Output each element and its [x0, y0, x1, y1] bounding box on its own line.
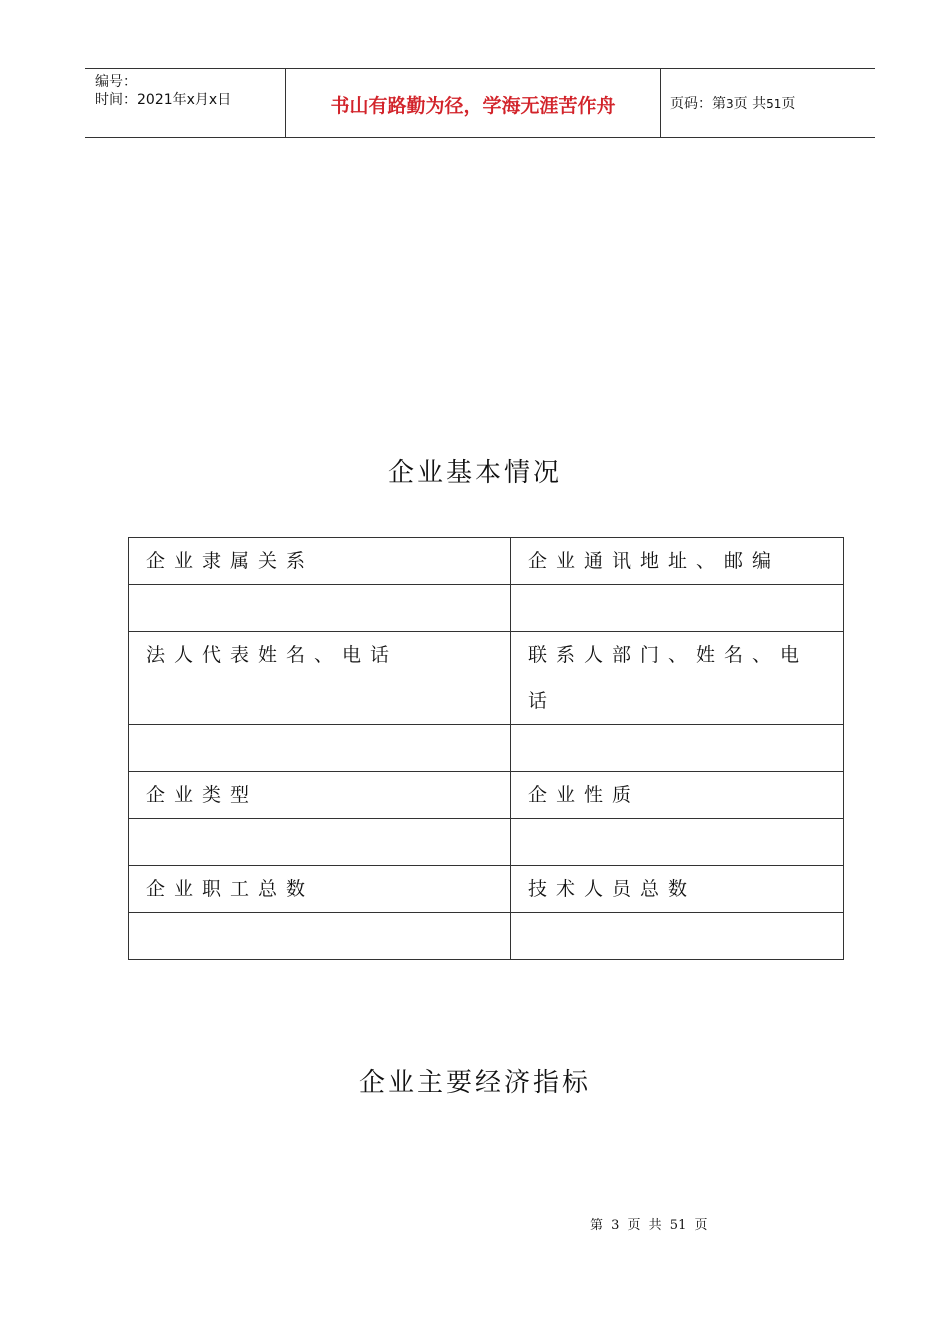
table-row — [129, 772, 844, 819]
table-cell: 企业类型 — [129, 772, 511, 819]
table-cell: 企业隶属关系 — [129, 538, 511, 585]
table-cell: 法人代表姓名、电话 — [129, 632, 511, 725]
header-page-cell — [660, 69, 875, 137]
table-cell[interactable] — [511, 725, 844, 772]
table-row — [129, 866, 844, 913]
time-label: 时间：2021年x月x日 — [95, 92, 232, 108]
table-cell[interactable] — [129, 725, 511, 772]
table-cell: 企业通讯地址、邮编 — [511, 538, 844, 585]
table-cell: 企业职工总数 — [129, 866, 511, 913]
table-cell[interactable] — [511, 819, 844, 866]
basic-info-table — [128, 537, 844, 960]
table-row — [129, 725, 844, 772]
table-cell[interactable] — [511, 585, 844, 632]
motto-text: 书山有路勤为径，学海无涯苦作舟 — [330, 95, 616, 117]
page-footer: 第 3 页 共 51 页 — [590, 1218, 708, 1233]
section-title-economic-indicators: 企业主要经济指标 — [358, 1068, 591, 1098]
page-total: 51 — [766, 97, 782, 111]
page-middle: 页 共 — [733, 96, 767, 112]
table-cell: 技术人员总数 — [511, 866, 844, 913]
section-title-basic-info: 企业基本情况 — [387, 458, 562, 488]
table-row — [129, 538, 844, 585]
table-cell[interactable] — [129, 913, 511, 960]
page-code — [670, 93, 795, 113]
table-cell[interactable] — [129, 819, 511, 866]
page-prefix: 页码：第 — [670, 96, 726, 112]
page-current: 3 — [726, 97, 734, 111]
table-cell[interactable] — [129, 585, 511, 632]
serial-number-label: 编号： — [95, 74, 137, 90]
table-cell[interactable] — [511, 913, 844, 960]
table-row — [129, 819, 844, 866]
header-motto-cell — [285, 69, 661, 137]
table-cell: 企业性质 — [511, 772, 844, 819]
table-row — [129, 585, 844, 632]
table-row — [129, 913, 844, 960]
table-cell: 联系人部门、姓名、电话 — [511, 632, 844, 725]
table-row — [129, 632, 844, 725]
page-suffix: 页 — [781, 96, 796, 112]
header-meta-cell — [85, 69, 285, 137]
document-header — [85, 68, 875, 138]
